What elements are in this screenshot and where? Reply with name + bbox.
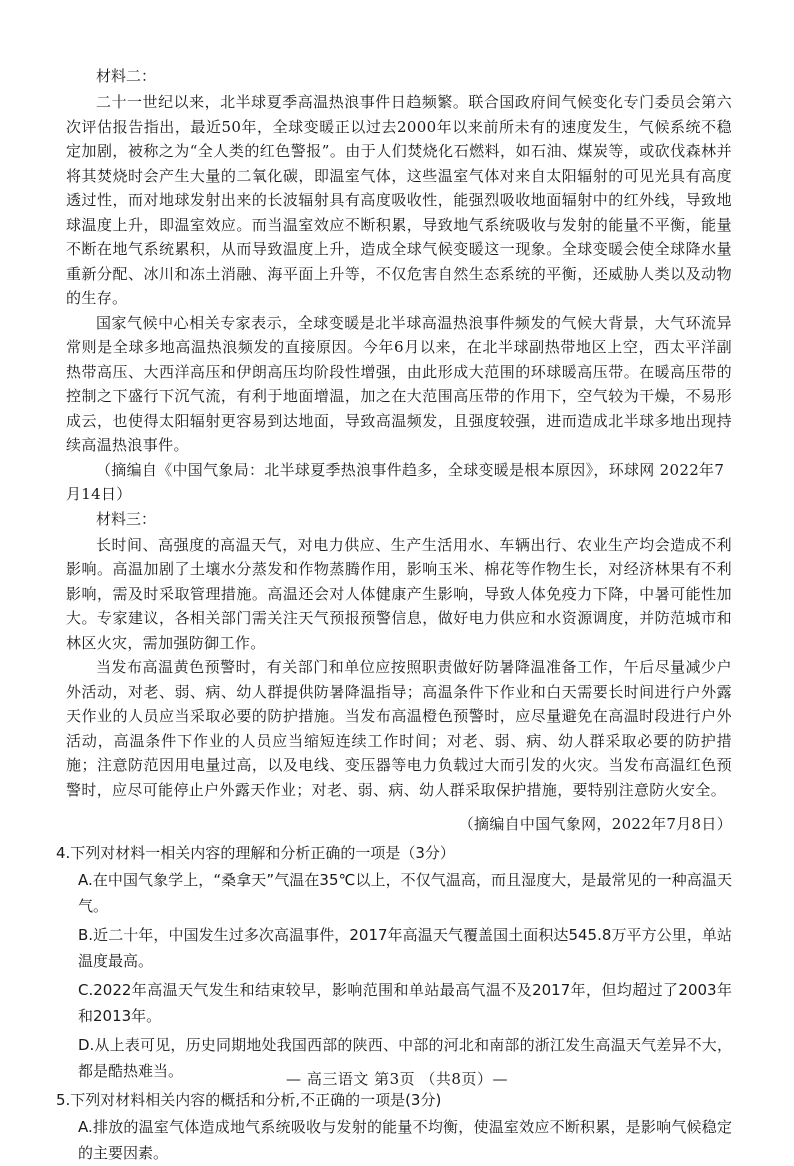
material-3-paragraph: 长时间、高强度的高温天气，对电力供应、生产生活用水、车辆出行、农业生产均会造成不利影响。高温加剧了土壤水分蒸发和作物蒸腾作用，影响玉米、棉花等作物生长，对经济林果有不利影响，需及时采取管理措施。高温还会对人体健康产生影响，导致人体免疫力下降，中暑可能性加大。专家建议，各相关部门需关注天气预报预警信息，做好电力供应和水资源调度，并防范城市和林区火灾，需加强防御工作。 bbox=[66, 535, 732, 652]
question-4-option-b bbox=[78, 922, 732, 974]
option-text: A.排放的温室气体造成地气系统吸收与发射的能量不均衡，使温室效应不断积累，是影响气候稳定的主要因素。 bbox=[78, 1117, 732, 1162]
question-5-stem: 5.下列对材料相关内容的概括和分析,不正确的一项是(3分) bbox=[56, 1090, 442, 1109]
question-4-option-a bbox=[78, 867, 732, 919]
question-4-option-c bbox=[78, 977, 732, 1029]
material-3-paragraph: 当发布高温黄色预警时，有关部门和单位应按照职责做好防暑降温准备工作，午后尽量减少户外活动，对老、弱、病、幼人群提供防暑降温指导；高温条件下作业和白天需要长时间进行户外露天作业的人员应当采取必要的防护措施。当发布高温橙色预警时，应尽量避免在高温时段进行户外活动，高温条件下作业的人员应当缩短连续工作时间；对老、弱、病、幼人群采取必要的防护措施；注意防范因用电量过高，以及电线、变压器等电力负载过大而引发的火灾。当发布高温红色预警时，应尽可能停止户外露天作业；对老、弱、病、幼人群采取保护措施，要特别注意防火安全。 bbox=[66, 658, 732, 799]
option-text: D.从上表可见，历史同期地处我国西部的陕西、中部的河北和南部的浙江发生高温天气差异不大，都是酷热难当。 bbox=[78, 1035, 732, 1080]
material-2-label: 材料二： bbox=[96, 67, 157, 85]
material-2-paragraph: 国家气候中心相关专家表示，全球变暖是北半球高温热浪事件频发的气候大背景，大气环流异常则是全球多地高温热浪频发的直接原因。今年6月以来，在北半球副热带地区上空，西太平洋副热带高压、大西洋高压和伊朗高压均阶段性增强，由此形成大范围的环球暖高压带。在暖高压带的控制之下盛行下沉气流，有利于地面增温，加之在大范围高压带的作用下，空气较为干燥，不易形成云，也使得太阳辐射更容易到达地面，导致高温频发，且强度较强，进而造成北半球多地出现持续高温热浪事件。 bbox=[66, 313, 732, 454]
option-text: B.近二十年，中国发生过多次高温事件，2017年高温天气覆盖国土面积达545.8万平方公里，单站温度最高。 bbox=[78, 925, 732, 970]
material-2-source: （摘编自《中国气象局：北半球夏季热浪事件趋多，全球变暖是根本原因》，环球网 2022年7月14日） bbox=[66, 460, 725, 503]
question-4-stem: 4.下列对材料一相关内容的理解和分析正确的一项是（3分） bbox=[56, 843, 455, 862]
material-3-source: （摘编自中国气象网，2022年7月8日） bbox=[458, 815, 732, 833]
page-footer: — 高三语文 第3页 （共8页）— bbox=[286, 1070, 508, 1088]
material-3-label: 材料三： bbox=[96, 509, 157, 528]
option-text: C.2022年高温天气发生和结束较早，影响范围和单站最高气温不及2017年，但均超过了2003年和2013年。 bbox=[78, 980, 732, 1025]
material-2-paragraph: 二十一世纪以来，北半球夏季高温热浪事件日趋频繁。联合国政府间气候变化专门委员会第六次评估报告指出，最近50年，全球变暖正以过去2000年以来前所未有的速度发生，气候系统不稳定加剧，被称之为“全人类的红色警报”。由于人们焚烧化石燃料，如石油、煤炭等，或砍伐森林并将其焚烧时会产生大量的二氧化碳，即温室气体，这些温室气体对来自太阳辐射的可见光具有高度透过性，而对地球发射出来的长波辐射具有高度吸收性，能强烈吸收地面辐射中的红外线，导致地球温度上升，即温室效应。而当温室效应不断积累，导致地气系统吸收与发射的能量不平衡，能量不断在地气系统累积，从而导致温度上升，造成全球气候变暖这一现象。全球变暖会使全球降水量重新分配、冰川和冻土消融、海平面上升等，不仅危害自然生态系统的平衡，还威胁人类以及动物的生存。 bbox=[66, 93, 732, 307]
question-5-option-a bbox=[78, 1114, 732, 1166]
option-text: A.在中国气象学上，“桑拿天”气温在35℃以上，不仅气温高，而且湿度大，是最常见的一种高温天气。 bbox=[78, 870, 732, 915]
